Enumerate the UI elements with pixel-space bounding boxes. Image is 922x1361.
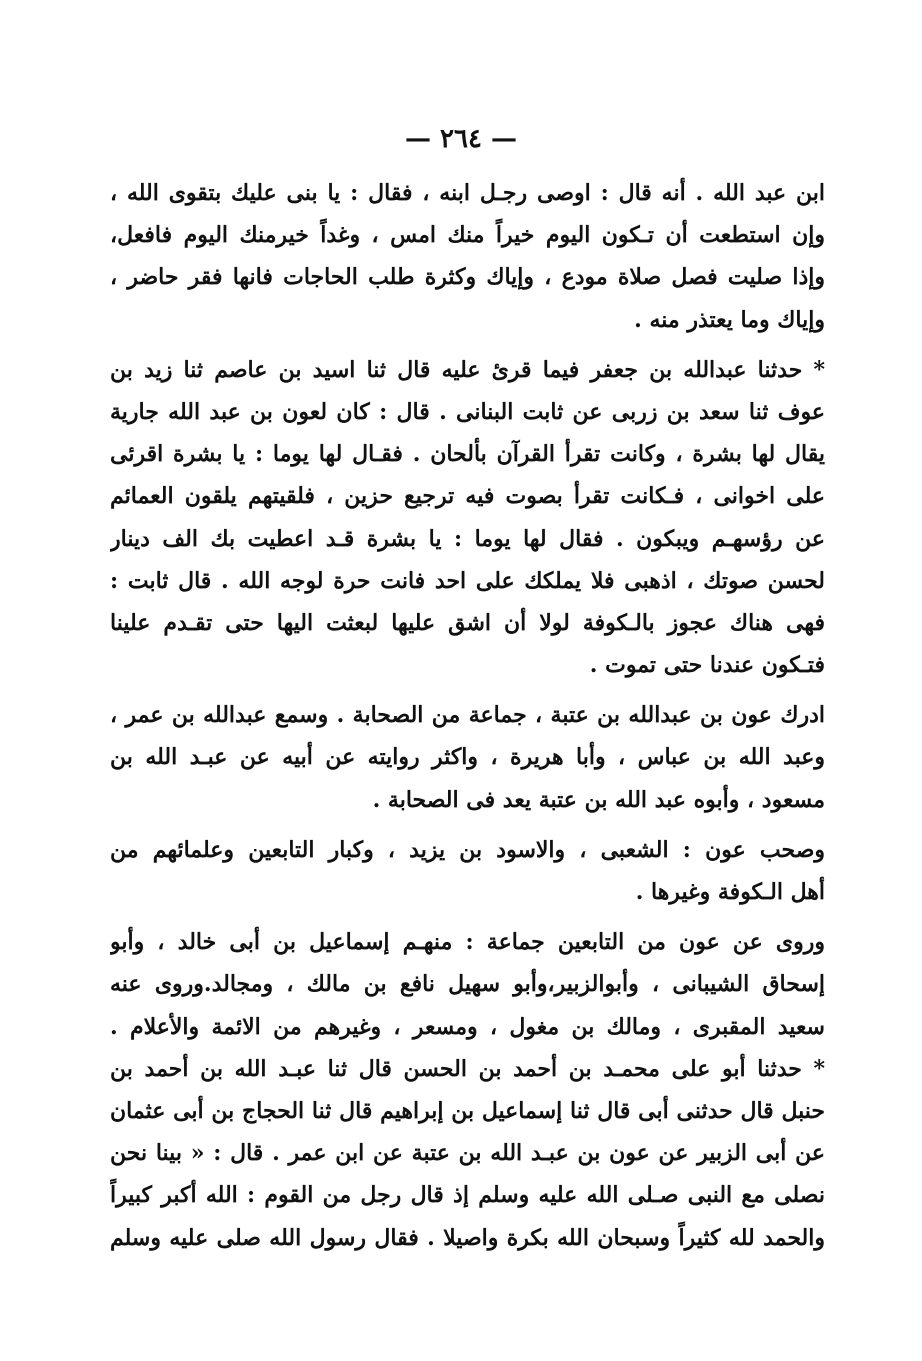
text-line: لحسن صوتك ، اذهبى فلا يملكك على احد فانت حرة لوجه الله . قال ثابت : <box>110 567 825 594</box>
text-line: وصحب عون : الشعبى ، والاسود بن يزيد ، وكبار التابعين وعلمائهم من <box>110 836 825 863</box>
text-line: عن أبى الزبير عن عون بن عبـد الله بن عتبة عن ابن عمر . قال : « بينا نحن <box>110 1140 825 1167</box>
text-line: نصلى مع النبى صـلى الله عليه وسلم إذ قال رجل من القوم : الله أكبر كبيراً <box>110 1182 825 1209</box>
text-line: أهل الـكوفة وغيرها . <box>635 879 825 905</box>
text-line: حنبل قال حدثنى أبى قال ثنا إسماعيل بن إبراهيم قال ثنا الحجاج بن أبى عثمان <box>110 1097 825 1124</box>
paragraph-gap <box>110 686 825 694</box>
text-line: وروى عن عون من التابعين جماعة : منهـم إسماعيل بن أبى خالد ، وأبو <box>110 929 825 956</box>
text-line: وإن استطعت أن تـكون اليوم خيراً منك امس ، وغداً خيرمنك اليوم فافعل، <box>110 222 825 249</box>
text-line: ادرك عون بن عبدالله بن عتبة ، جماعة من الصحابة . وسمع عبدالله بن عمر ، <box>110 702 825 729</box>
paragraph-gap <box>110 341 825 349</box>
text-line: ابن عبد الله . أنه قال : اوصى رجـل ابنه ، فقال : يا بنى عليك بتقوى الله ، <box>110 180 825 206</box>
body-text <box>110 172 825 1259</box>
text-line: عوف ثنا سعد بن زربى عن ثابت البنانى . قال : كان لعون بن عبد الله جارية <box>110 398 825 425</box>
text-line: * حدثنا عبدالله بن جعفر فيما قرئ عليه قال ثنا اسيد بن عاصم ثنا زيد بن <box>110 356 825 383</box>
paragraph-gap <box>110 913 825 921</box>
text-line: والحمد لله كثيراً وسبحان الله بكرة واصيلا . فقال رسول الله صلى عليه وسلم <box>110 1224 825 1251</box>
text-line: عن رؤسهـم ويبكون . فقال لها يوما : يا بشرة قـد اعطيت بك الف دينار <box>110 525 825 552</box>
text-line: إسحاق الشيبانى ، وأبوالزبير،وأبو سهيل نافع بن مالك ، ومجالد.وروى عنه <box>110 971 825 998</box>
text-line: وعبد الله بن عباس ، وأبا هريرة ، واكثر روايته عن أبيه عن عبـد الله بن <box>110 744 825 771</box>
text-line: وإذا صليت فصل صلاة مودع ، وإياك وكثرة طلب الحاجات فانها فقر حاضر ، <box>110 264 825 291</box>
page-number: — ٢٦٤ — <box>404 124 518 154</box>
text-line: فهى هناك عجوز بالـكوفة لولا أن اشق عليها لبعثت اليها حتى تقـدم علينا <box>110 609 825 636</box>
text-line: يقال لها بشرة ، وكانت تقرأ القرآن بألحان . فقـال لها يوما : يا بشرة اقرئى <box>110 441 825 468</box>
text-line: سعيد المقبرى ، ومالك بن مغول ، ومسعر ، وغيرهم من الائمة والأعلام . <box>110 1013 825 1040</box>
text-line: فتـكون عندنا حتى تموت . <box>589 652 825 679</box>
text-line: مسعود ، وأبوه عبد الله بن عتبة يعد فى الصحابة . <box>372 786 825 813</box>
text-line: على اخوانى ، فـكانت تقرأ بصوت فيه ترجيع حزين ، فلقيتهم يلقون العمائم <box>110 483 825 510</box>
text-line: وإياك وما يعتذر منه . <box>634 306 825 333</box>
text-line: * حدثنا أبو على محمـد بن أحمد بن الحسن قال ثنا عبـد الله بن أحمد بن <box>110 1055 825 1082</box>
paragraph-gap <box>110 821 825 829</box>
